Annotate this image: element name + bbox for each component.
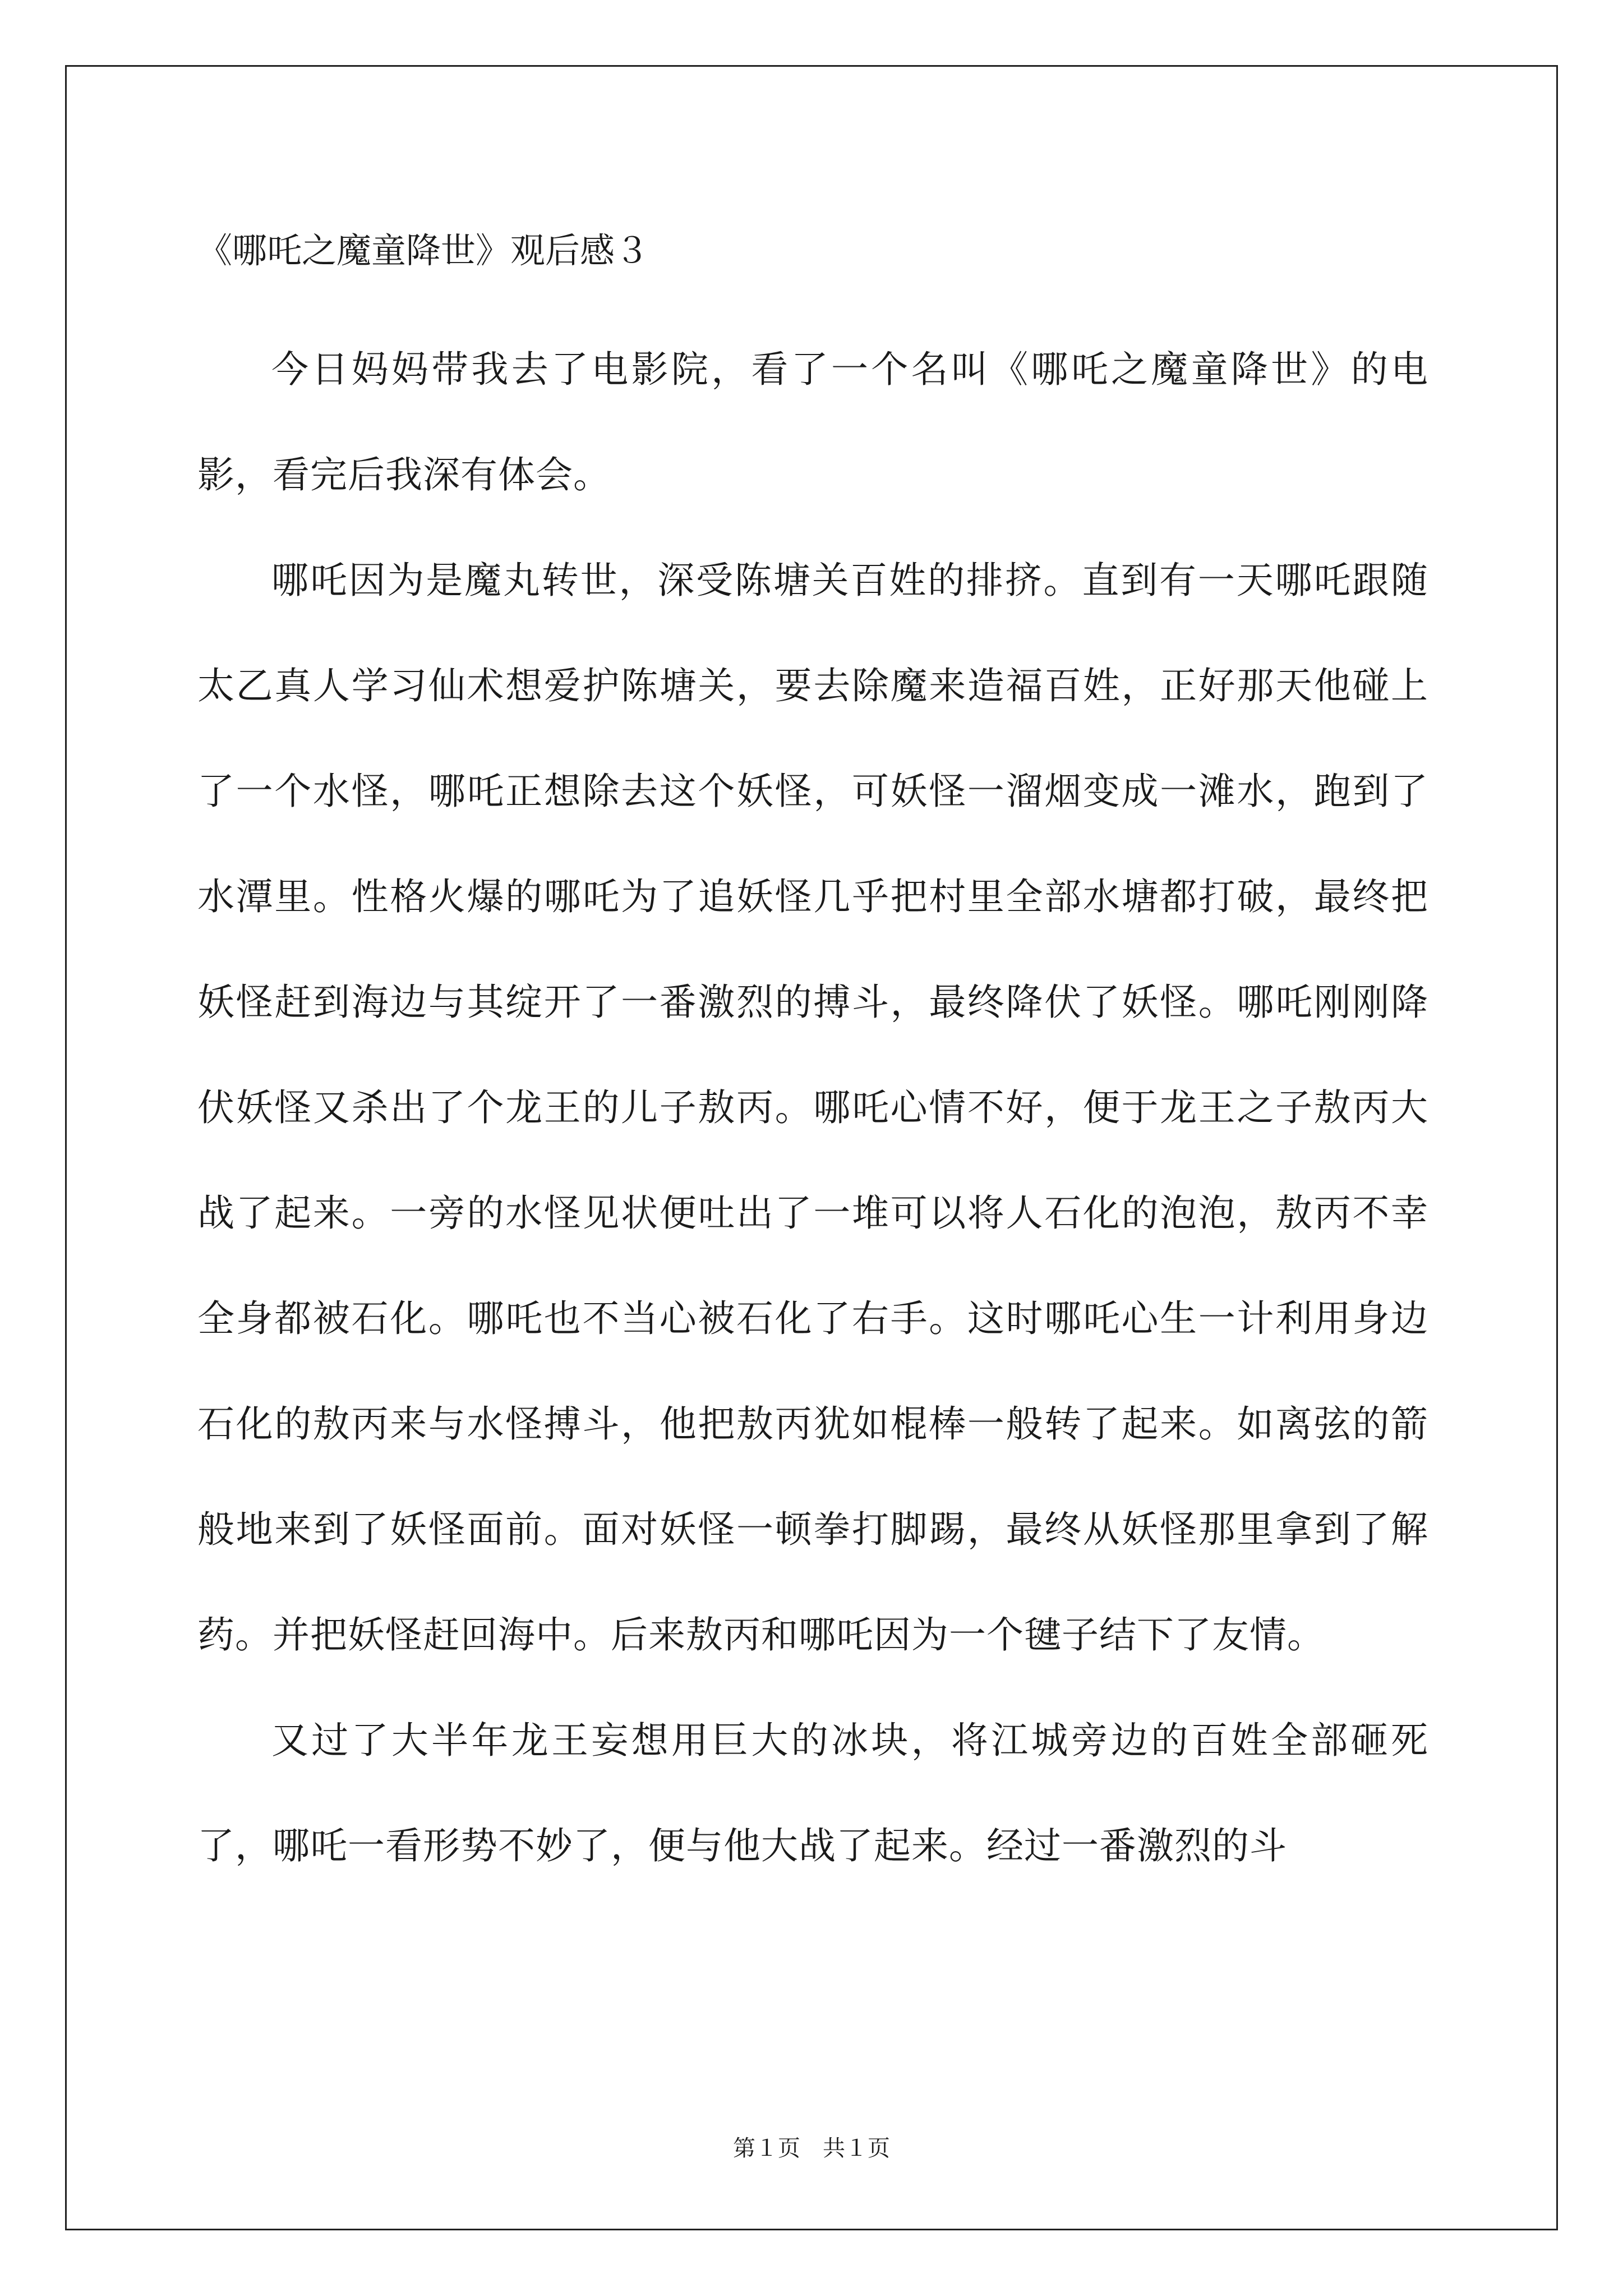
paragraph-2: 哪吒因为是魔丸转世，深受陈塘关百姓的排挤。直到有一天哪吒跟随太乙真人学习仙术想爱护陈塘关，要去除魔来造福百姓，正好那天他碰上了一个水怪，哪吒正想除去这个妖怪，可妖怪一溜烟变成一滩水，跑到了水潭里。性格火爆的哪吒为了追妖怪几乎把村里全部水塘都打破，最终把妖怪赶到海边与其绽开了一番激烈的搏斗，最终降伏了妖怪。哪吒刚刚降伏妖怪又杀出了个龙王的儿子敖丙。哪吒心情不好，便于龙王之子敖丙大战了起来。一旁的水怪见状便吐出了一堆可以将人石化的泡泡，敖丙不幸全身都被石化。哪吒也不当心被石化了右手。这时哪吒心生一计利用身边石化的敖丙来与水怪搏斗，他把敖丙犹如棍棒一般转了起来。如离弦的箭般地来到了妖怪面前。面对妖怪一顿拳打脚踢，最终从妖怪那里拿到了解药。并把妖怪赶回海中。后来敖丙和哪吒因为一个毽子结下了友情。 [197, 559, 1428, 1657]
document-body [197, 317, 1428, 1899]
paragraph-1: 今日妈妈带我去了电影院，看了一个名叫《哪吒之魔童降世》的电影，看完后我深有体会。 [197, 348, 1428, 496]
page-footer: 第１页 共１页 [733, 2136, 890, 2161]
paragraph-3: 又过了大半年龙王妄想用巨大的冰块，将江城旁边的百姓全部砸死了，哪吒一看形势不妙了，便与他大战了起来。经过一番激烈的斗 [197, 1719, 1428, 1867]
document-title: 《哪吒之魔童降世》观后感３ [197, 230, 650, 271]
